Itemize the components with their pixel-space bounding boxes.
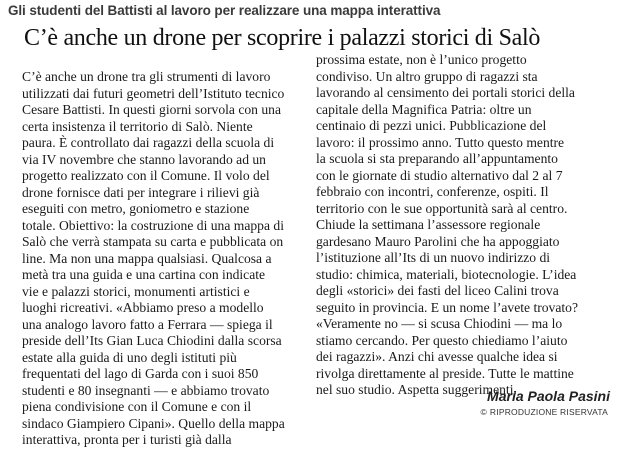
body-text-line: paura. È controllato dai ragazzi della scuola di bbox=[22, 135, 275, 150]
body-text-line: frequentati del lago di Garda con i suoi 850 bbox=[22, 366, 259, 381]
body-text-line: certa insistenza il territorio di Salò. Niente bbox=[22, 118, 253, 134]
copyright-text: RIPRODUZIONE RISERVATA bbox=[489, 407, 608, 417]
body-text-line: condiviso. Un altro gruppo di ragazzi sta bbox=[316, 68, 538, 84]
article-body-left-column bbox=[22, 69, 312, 449]
body-text-line: la scuola si sta preparando all’appuntamento bbox=[316, 151, 558, 166]
body-text-line: territorio con le sue opportunità sarà al centro. bbox=[316, 200, 568, 216]
body-text-line: nel suo studio. Aspetta suggerimenti. bbox=[316, 382, 517, 397]
article-body-right-column bbox=[316, 52, 612, 399]
body-text-line: rivolga direttamente al preside. Tutte le mattine bbox=[316, 365, 574, 381]
body-text-line: seguito in provincia. E un nome l’avete trovato? bbox=[316, 299, 578, 315]
body-text-line: centinaio di pezzi unici. Pubblicazione del bbox=[316, 118, 547, 133]
copyright-symbol: © bbox=[480, 407, 487, 417]
article-byline: Maria Paola Pasini bbox=[487, 388, 610, 404]
body-text-line: capitale della Magnifica Patria: oltre un bbox=[316, 101, 532, 117]
body-text-line: interattiva, pronta per i turisti già dalla bbox=[22, 432, 232, 447]
body-text-line: sindaco Giampiero Cipani». Quello della mappa bbox=[22, 415, 285, 431]
body-text-line: metà tra una guida e una cartina con indicate bbox=[22, 267, 266, 282]
body-text-line: studenti e 80 insegnanti — e abbiamo trovato bbox=[22, 382, 270, 398]
body-text-line: studio: chimica, materiali, biotecnologie. L’idea bbox=[316, 266, 577, 282]
body-text-line: con le giornate di studio alternativo dal 2 al 7 bbox=[316, 167, 563, 183]
body-text-line: dei ragazzi». Anzi chi avesse qualche idea si bbox=[316, 349, 558, 364]
body-text-line: l’istituzione all’Its di un nuovo indirizzo di bbox=[316, 250, 551, 265]
copyright-notice bbox=[480, 407, 608, 417]
body-text-line: Cesare Battisti. In questi giorni sorvola con una bbox=[22, 102, 281, 117]
body-text-line: utilizzati dai futuri geometri dell’Istituto tecnico bbox=[22, 85, 285, 101]
body-text-line: piena condivisione con il Comune e con il bbox=[22, 399, 252, 414]
body-text-line: preside dell’Its Gian Luca Chiodini dalla scorsa bbox=[22, 333, 282, 348]
body-text-line: totale. Obiettivo: la costruzione di una mappa di bbox=[22, 217, 284, 233]
body-text-line: via IV novembre che stanno lavorando ad un bbox=[22, 151, 266, 167]
body-text-line: Salò che verrà stampata su carta e pubblicata on bbox=[22, 234, 284, 249]
body-text-line: «Veramente no — si scusa Chiodini — ma lo bbox=[316, 316, 563, 331]
body-text-line: gardesano Mauro Parolini che ha appoggiato bbox=[316, 233, 560, 249]
body-text-line: luoghi ricreativi. «Abbiamo preso a modello bbox=[22, 300, 264, 315]
body-text-line: una analogo lavoro fatto a Ferrara — spiega il bbox=[22, 316, 273, 332]
body-text-line: stiamo cercando. Per questo chiediamo l’aiuto bbox=[316, 332, 568, 348]
article-headline: C’è anche un drone per scoprire i palazzi storici di Salò bbox=[24, 25, 541, 51]
body-text-line: Chiude la settimana l’assessore regionale bbox=[316, 217, 541, 232]
body-text-line: line. Ma non una mappa qualsiasi. Qualcosa a bbox=[22, 250, 272, 266]
body-text-line: drone fornisce dati per integrare i rilievi già bbox=[22, 184, 260, 200]
body-text-line: vie e palazzi storici, monumenti artistici e bbox=[22, 283, 250, 299]
body-text-line: lavoro: il prossimo anno. Tutto questo mentre bbox=[316, 134, 565, 150]
body-text-line: lavorando al censimento dei portali storici della bbox=[316, 85, 575, 100]
body-text-line: prossima estate, non è l’unico progetto bbox=[316, 52, 527, 67]
body-text-line: febbraio con incontri, conferenze, ospiti. Il bbox=[316, 184, 549, 199]
body-text-line: estate alla guida di uno degli istituti più bbox=[22, 349, 237, 365]
body-text-line: degli «storici» dei fasti del liceo Calini trova bbox=[316, 283, 559, 298]
body-text-line: C’è anche un drone tra gli strumenti di lavoro bbox=[22, 69, 271, 84]
article-kicker: Gli studenti del Battisti al lavoro per realizzare una mappa interattiva bbox=[8, 3, 441, 18]
body-text-line: eseguiti con metro, goniometro e stazione bbox=[22, 201, 250, 216]
body-text-line: progetto realizzato con il Comune. Il volo del bbox=[22, 168, 270, 183]
